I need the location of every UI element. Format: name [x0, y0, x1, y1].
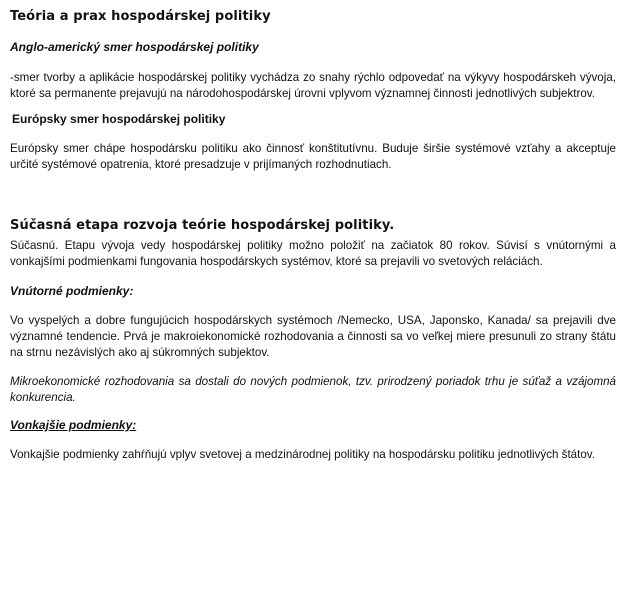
paragraph-internal-conditions: Vo vyspelých a dobre fungujúcich hospodárskych systémoch /Nemecko, USA, Japonsko, Kanada/ sa prejavili dve významné tendencie. Prvá je makroiekonomické rozhodovania a činnosti sa vo veľkej miere presunuli zo strany štátu na strnu nezávislých ako aj súkromných subjektov.	[10, 314, 616, 359]
heading-anglo-american: Anglo-americký smer hospodárskej politiky	[10, 40, 259, 54]
paragraph-microeconomic: Mikroekonomické rozhodovania sa dostali do nových podmienok, tzv. prirodzený poriadok trhu je súťaž a vzájomná konkurencia.	[10, 375, 616, 404]
paragraph-external-conditions: Vonkajšie podmienky zahŕňujú vplyv svetovej a medzinárodnej politiky na hospodársku politiku jednotlivých štátov.	[10, 448, 595, 461]
paragraph-european: Európsky smer chápe hospodársku politiku ako činnosť konštitutívnu. Buduje širšie systémové vzťahy a akceptuje určité systémové opatrenia, ktoré presadzuje v prijímaných rozhodnutiach.	[10, 142, 616, 171]
heading-european: Európsky smer hospodárskej politiky	[12, 112, 226, 126]
heading-external-conditions: Vonkajšie podmienky:	[10, 418, 137, 432]
paragraph-anglo-american: -smer tvorby a aplikácie hospodárskej politiky vychádza zo snahy rýchlo odpovedať na výkyvy hospodárskeh vývoja, ktoré sa permanente prejavujú na národohospodárskej úrovni vplyvom významnej činnosti jednotlivých subjektrov.	[10, 71, 616, 100]
section-title-theory-practice: Teória a prax hospodárskej politiky	[10, 9, 271, 24]
paragraph-current-stage-intro: Súčasnú. Etapu vývoja vedy hospodárskej politiky možno položiť na začiatok 80 rokov. Súvisí s vnútornými a vonkajšími podmienkami fungovania hospodárskych systémov, ktoré sa prejavili vo svetových reláciách.	[10, 239, 616, 268]
heading-internal-conditions: Vnútorné podmienky:	[10, 284, 134, 298]
section-title-current-stage: Súčasná etapa rozvoja teórie hospodárskej politiky.	[10, 218, 395, 233]
